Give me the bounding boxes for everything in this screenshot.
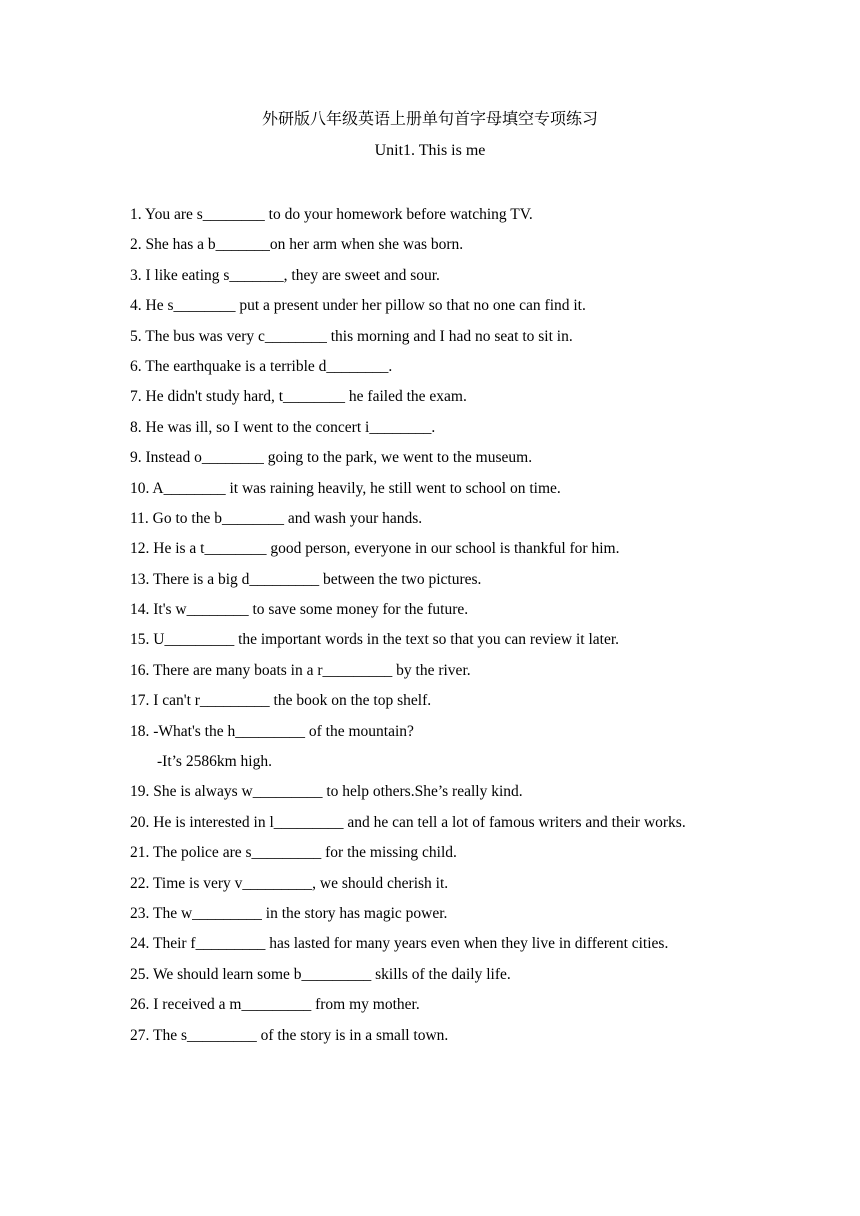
- question-25: 25. We should learn some b_________ skills of the daily life.: [130, 965, 511, 983]
- question-7: 7. He didn't study hard, t________ he failed the exam.: [130, 388, 467, 406]
- question-26: 26. I received a m_________ from my mother.: [130, 996, 420, 1014]
- question-23: 23. The w_________ in the story has magic power.: [130, 905, 448, 922]
- document-title: 外研版八年级英语上册单句首字母填空专项练习: [261, 111, 598, 128]
- question-17: 17. I can't r_________ the book on the top shelf.: [130, 692, 432, 710]
- question-6: 6. The earthquake is a terrible d________.: [130, 357, 393, 375]
- question-4: 4. He s________ put a present under her pillow so that no one can find it.: [130, 297, 586, 315]
- question-13: 13. There is a big d_________ between the two pictures.: [130, 570, 482, 588]
- question-2: 2. She has a b_______on her arm when she was born.: [130, 236, 464, 254]
- question-24: 24. Their f_________ has lasted for many years even when they live in different cities.: [130, 935, 669, 953]
- question-8: 8. He was ill, so I went to the concert i________.: [130, 418, 436, 436]
- question-10: 10. A________ it was raining heavily, he still went to school on time.: [130, 479, 561, 497]
- question-5: 5. The bus was very c________ this morning and I had no seat to sit in.: [130, 327, 573, 345]
- question-18: 18. -What's the h_________ of the mountain?: [130, 722, 414, 740]
- unit-subtitle: Unit1. This is me: [374, 142, 486, 159]
- question-12: 12. He is a t________ good person, everyone in our school is thankful for him.: [130, 540, 620, 558]
- question-list: [130, 200, 720, 1051]
- question-11: 11. Go to the b________ and wash your hands.: [130, 509, 423, 527]
- question-21: 21. The police are s_________ for the missing child.: [130, 844, 457, 862]
- question-9: 9. Instead o________ going to the park, we went to the museum.: [130, 449, 533, 467]
- question-22: 22. Time is very v_________, we should cherish it.: [130, 874, 449, 892]
- question-18-answer-line: -It’s 2586km high.: [157, 753, 272, 771]
- question-15: 15. U_________ the important words in the text so that you can review it later.: [130, 631, 620, 649]
- question-20: 20. He is interested in l_________ and he can tell a lot of famous writers and their works.: [130, 813, 686, 831]
- question-1: 1. You are s________ to do your homework before watching TV.: [130, 206, 533, 223]
- question-27: 27. The s_________ of the story is in a small town.: [130, 1026, 449, 1044]
- question-16: 16. There are many boats in a r_________ by the river.: [130, 661, 471, 679]
- question-3: 3. I like eating s_______, they are sweet and sour.: [130, 266, 440, 284]
- question-14: 14. It's w________ to save some money for the future.: [130, 601, 469, 619]
- question-19: 19. She is always w_________ to help others.She’s really kind.: [130, 783, 523, 801]
